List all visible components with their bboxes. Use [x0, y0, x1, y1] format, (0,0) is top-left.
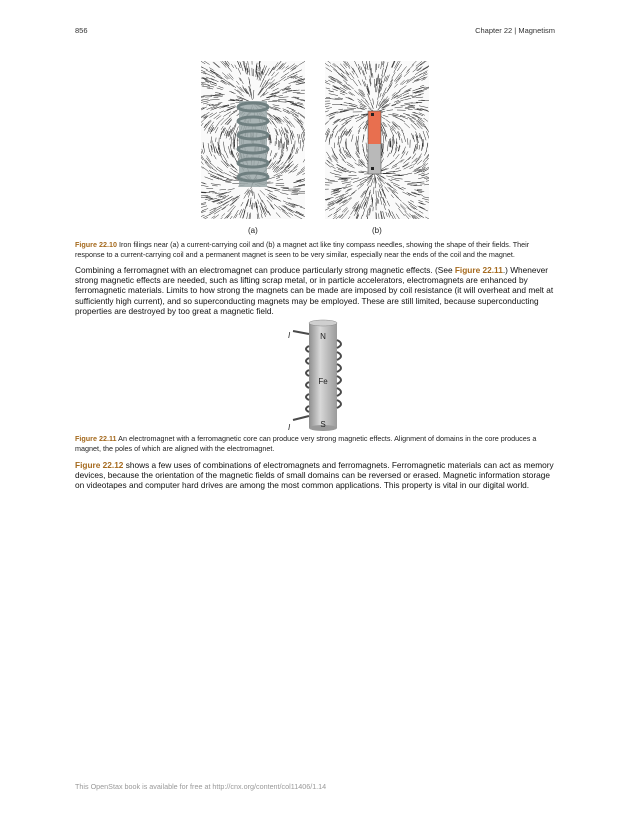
current-label-top: I: [288, 331, 291, 340]
footer-note: This OpenStax book is available for free at http://cnx.org/content/col11406/1.14: [75, 782, 327, 791]
figure-22-10-caption-text: Iron filings near (a) a current-carrying coil and (b) a magnet act like tiny compass needles, showing the shape of their fields. Their response to a current-carrying coil and a permanent magnet is seen to be very similar, especially near the ends of the coil and the magnet.: [75, 240, 530, 259]
iron-filings-magnet-image: [325, 61, 429, 219]
paragraph-2-after: shows a few uses of combinations of electromagnets and ferromagnets. Ferromagnetic materials can act as memory devices, because the orientation of the magnetic fields of small domains can be reversed or erased. Magnetic information storage on videotapes and computer hard drives are among the most common applications. This property is vital in our digital world.: [75, 460, 554, 491]
paragraph-1-before: Combining a ferromagnet with an electromagnet can produce particularly strong magnetic effects. (See: [75, 265, 455, 275]
magnet-south-half: [368, 144, 381, 174]
figure-22-10-ref[interactable]: Figure 22.10: [75, 240, 117, 249]
north-pole-label: N: [320, 332, 326, 341]
figure-22-11-ref[interactable]: Figure 22.11: [75, 434, 117, 443]
chapter-title: Chapter 22 | Magnetism: [475, 26, 555, 35]
electromagnet-figure: [283, 318, 363, 434]
figure-label-b: (b): [372, 226, 382, 235]
south-pole-label: S: [320, 420, 326, 429]
iron-core-label: Fe: [318, 377, 328, 386]
paragraph-1-after: .) Whenever strong magnetic effects are needed, such as lifting scrap metal, or in particle accelerators, electromagnets are enhanced by ferromagnetic materials. Limits to how strong the magnets can be made are imposed by coil resistance (it will overheat and melt at sufficiently high current), and so superconducting magnets may be employed. These are still limited, because superconducting properties are destroyed by too great a magnetic field.: [75, 265, 554, 316]
figure-22-10-caption: [75, 240, 555, 259]
paragraph-2: [75, 460, 555, 491]
iron-filings-coil-image: [201, 61, 305, 219]
paragraph-1: [75, 265, 555, 316]
current-label-bottom: I: [288, 423, 291, 432]
figure-22-11-caption-text: An electromagnet with a ferromagnetic core can produce very strong magnetic effects. Alignment of domains in the core produces a magnet, the poles of which are aligned with the electromagnet.: [75, 434, 537, 453]
figure-22-11-caption: [75, 434, 555, 453]
page-number: 856: [75, 26, 88, 35]
figure-22-12-link[interactable]: Figure 22.12: [75, 460, 124, 470]
magnet-north-half: [368, 111, 381, 144]
figure-label-a: (a): [248, 226, 258, 235]
figure-22-11-link[interactable]: Figure 22.11: [454, 265, 503, 275]
